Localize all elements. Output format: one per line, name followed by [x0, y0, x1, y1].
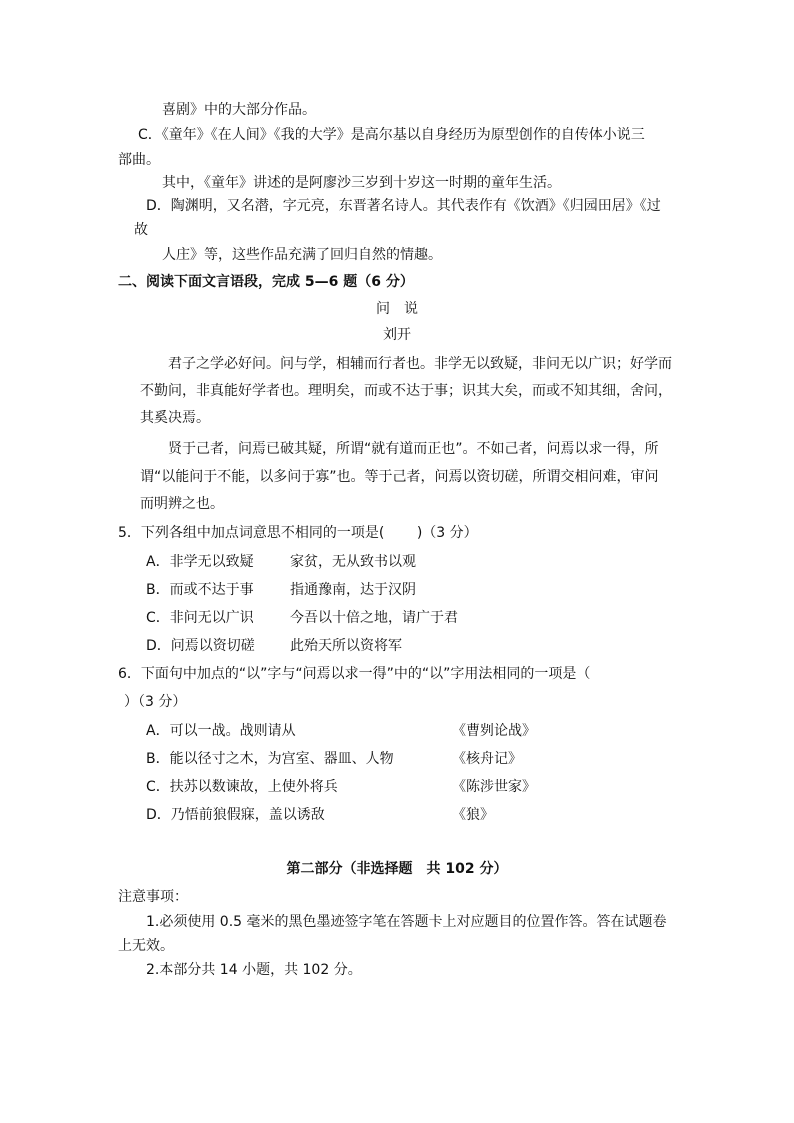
passage-p2-line1: 贤于己者，问焉已破其疑，所谓“就有道而正也”。不如己者，问焉以求一得，所 — [168, 441, 659, 457]
choice-c-line2: 部曲。 — [118, 152, 160, 168]
q6-option-c-source: 《陈涉世家》 — [452, 779, 536, 795]
q5-option-a: A．非学无以致疑 — [146, 554, 254, 570]
choice-b-continuation: 喜剧》中的大部分作品。 — [162, 102, 316, 118]
q6-option-b-source: 《核舟记》 — [452, 751, 522, 767]
q6-option-a-source: 《曹刿论战》 — [452, 723, 536, 739]
passage-p1-line1: 君子之学必好问。问与学，相辅而行者也。非学无以致疑，非问无以广识；好学而 — [168, 356, 672, 372]
choice-d-line2: 故 — [134, 222, 148, 238]
note-2: 2.本部分共 14 小题，共 102 分。 — [146, 962, 362, 978]
choice-c-line3: 其中，《童年》讲述的是阿廖沙三岁到十岁这一时期的童年生活。 — [162, 175, 561, 191]
note-1-line1: 1.必须使用 0.5 毫米的黑色墨迹签字笔在答题卡上对应题目的位置作答。答在试题卷 — [146, 914, 667, 930]
note-1-line2: 上无效。 — [118, 938, 174, 954]
part-two-heading: 第二部分（非选择题 共 102 分） — [286, 861, 508, 877]
choice-c-line1: C．《童年》《在人间》《我的大学》是高尔基以自身经历为原型创作的自传体小说三 — [138, 127, 645, 143]
passage-p1-line2: 不勤问，非真能好学者也。理明矣，而或不达于事；识其大矣，而或不知其细，舍问， — [140, 383, 672, 399]
section-heading: 二、阅读下面文言语段，完成 5—6 题（6 分） — [118, 274, 414, 290]
passage-title: 问 说 — [376, 301, 418, 317]
passage-p2-line2: 谓“以能问于不能，以多问于寡”也。等于己者，问焉以资切磋，所谓交相问难，审问 — [140, 469, 659, 485]
q5-option-a-pair: 家贫，无从致书以观 — [290, 554, 416, 570]
q5-option-c: C．非问无以广识 — [146, 610, 254, 626]
passage-author: 刘开 — [383, 327, 411, 343]
q6-option-d: D．乃悟前狼假寐，盖以诱敌 — [146, 807, 325, 823]
q6-option-c: C．扶苏以数谏故，上使外将兵 — [146, 779, 338, 795]
question-5-stem: 5．下列各组中加点词意思不相同的一项是( )（3 分） — [118, 525, 478, 541]
q6-option-a: A．可以一战。战则请从 — [146, 723, 296, 739]
q5-option-c-pair: 今吾以十倍之地，请广于君 — [290, 610, 458, 626]
q6-option-d-source: 《狼》 — [452, 807, 494, 823]
q5-option-d-pair: 此殆天所以资将军 — [290, 638, 402, 654]
q6-option-b: B．能以径寸之木，为宫室、器皿、人物 — [146, 751, 394, 767]
choice-d-line3: 人庄》等，这些作品充满了回归自然的情趣。 — [162, 247, 442, 263]
choice-d-line1: D．陶渊明，又名潜，字元亮，东晋著名诗人。其代表作有《饮酒》《归园田居》《过 — [146, 198, 661, 214]
q5-option-b-pair: 指通豫南，达于汉阴 — [290, 582, 416, 598]
passage-p1-line3: 其奚决焉。 — [140, 410, 210, 426]
question-6-stem: 6．下面句中加点的“以”字与“问焉以求一得”中的“以”字用法相同的一项是（ — [118, 666, 591, 682]
question-6-stem-cont: ）（3 分） — [124, 694, 187, 710]
notes-label: 注意事项： — [118, 889, 188, 905]
q5-option-d: D．问焉以资切磋 — [146, 638, 255, 654]
passage-p2-line3: 而明辨之也。 — [140, 496, 224, 512]
q5-option-b: B．而或不达于事 — [146, 582, 254, 598]
